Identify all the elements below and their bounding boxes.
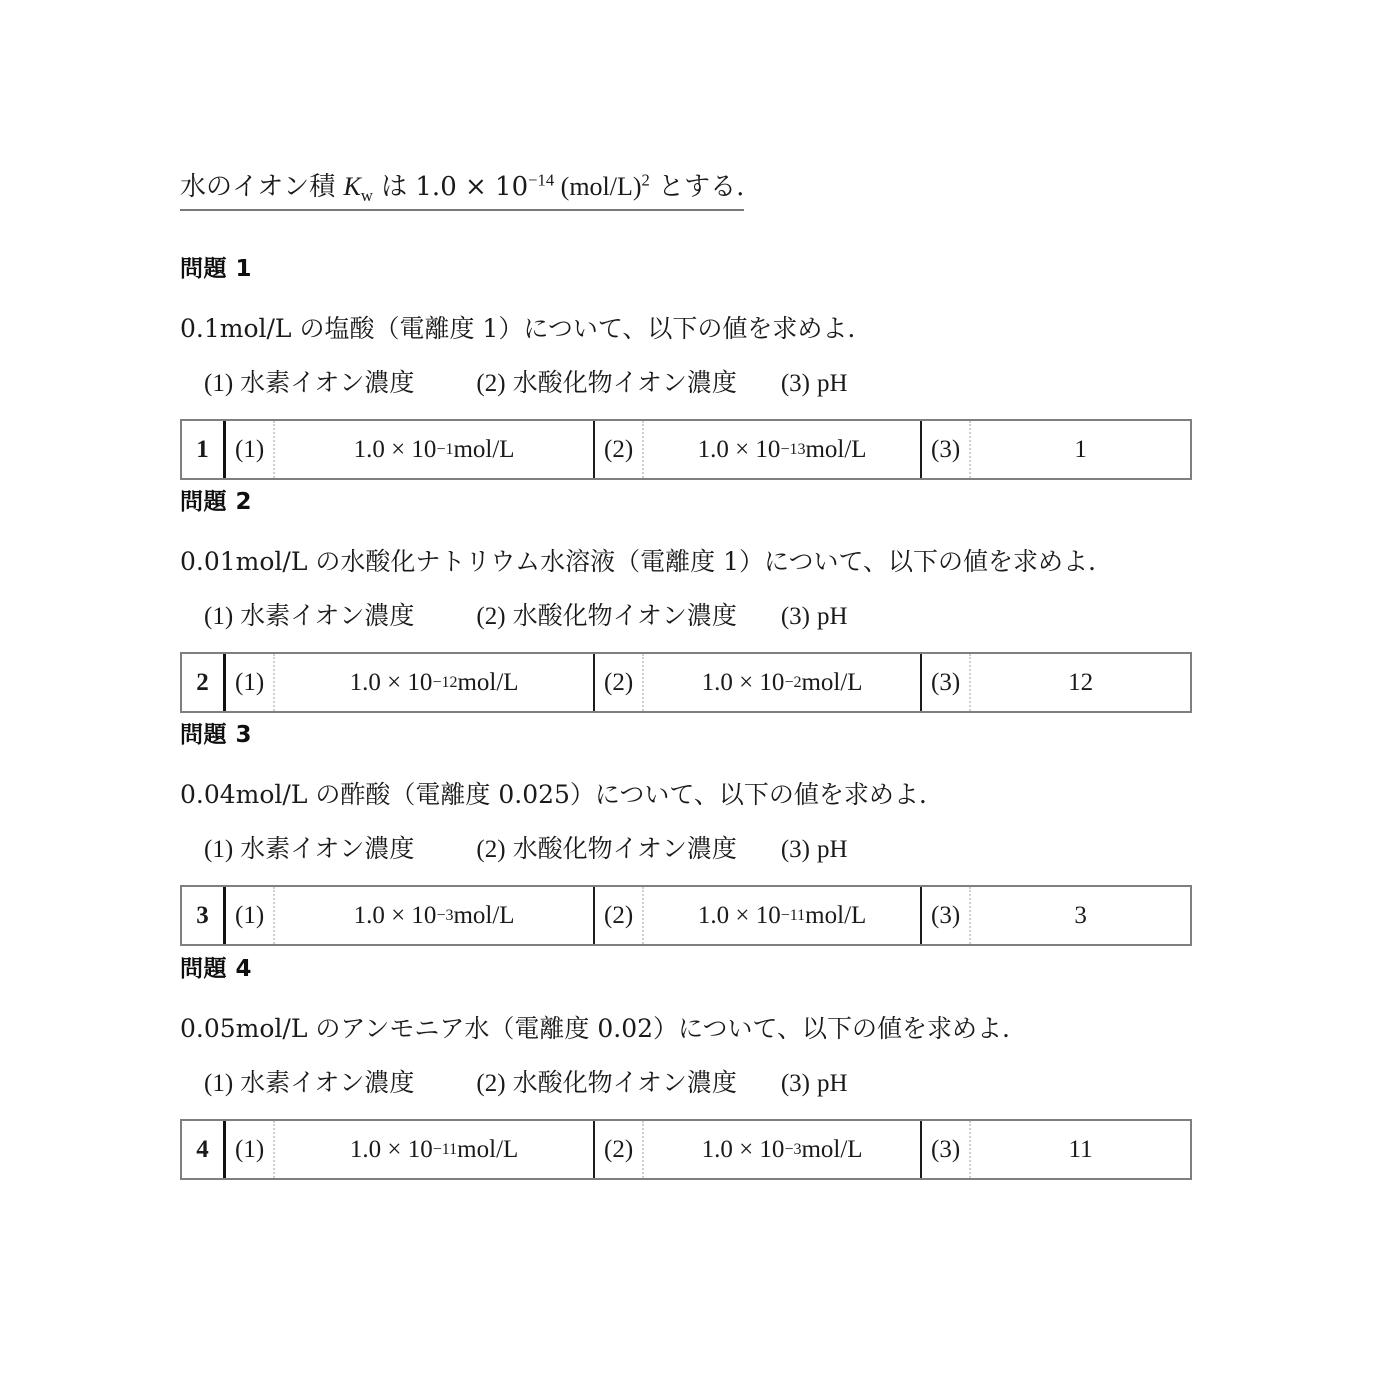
problem-subquestions — [180, 829, 1192, 865]
subquestion-label-1: (1) — [204, 1070, 234, 1097]
answer-label-2: (2) — [595, 654, 644, 711]
subquestion-text-1: 水素イオン濃度 — [240, 1068, 415, 1097]
answer-value-2[interactable]: 1.0 × 10 −11 mol/L — [697, 901, 867, 929]
problem-heading: 問題 2 — [180, 489, 253, 515]
note-middle: は 1.0 × 10 — [372, 172, 529, 202]
note-suffix: とする. — [649, 172, 745, 202]
subquestion-label-3: (3) — [780, 370, 810, 397]
answer-table — [180, 652, 1192, 713]
answer-1-mantissa: 1.0 × 10 — [349, 668, 433, 696]
subquestion-label-2: (2) — [476, 603, 506, 630]
problem-heading: 問題 4 — [180, 956, 253, 982]
answer-label-3: (3) — [922, 654, 971, 711]
problem-block-3 — [180, 716, 1192, 946]
answer-2-mantissa: 1.0 × 10 — [701, 1135, 785, 1163]
answer-group-1 — [226, 654, 593, 711]
answer-2-unit: mol/L — [801, 668, 863, 696]
answer-label-1: (1) — [226, 421, 275, 478]
answer-row-index: 1 — [182, 421, 226, 478]
subquestion-label-3: (3) — [780, 1070, 810, 1097]
answer-1-unit: mol/L — [453, 901, 515, 929]
answer-value-3[interactable]: 1 — [1074, 435, 1087, 463]
note-prefix: 水のイオン積 — [180, 172, 344, 202]
answer-value-3[interactable]: 3 — [1074, 901, 1087, 929]
answer-label-3: (3) — [922, 421, 971, 478]
subquestion-label-1: (1) — [204, 370, 234, 397]
subquestion-label-2: (2) — [476, 370, 506, 397]
answer-2-unit: mol/L — [805, 435, 867, 463]
answer-group-2 — [593, 654, 920, 711]
problem-statement: 0.04mol/L の酢酸（電離度 0.025）について、以下の値を求めよ. — [180, 780, 927, 809]
subquestion-text-1: 水素イオン濃度 — [240, 368, 415, 397]
answer-label-3: (3) — [922, 887, 971, 944]
answer-group-1 — [226, 1121, 593, 1178]
answer-group-3 — [920, 421, 1190, 478]
answer-1-unit: mol/L — [453, 435, 515, 463]
kw-subscript: w — [360, 186, 373, 206]
subquestion-label-1: (1) — [204, 836, 234, 863]
answer-1-unit: mol/L — [457, 668, 519, 696]
answer-group-3 — [920, 1121, 1190, 1178]
answer-1-mantissa: 1.0 × 10 — [353, 901, 437, 929]
problem-subquestions — [180, 363, 1192, 399]
answer-row-index: 2 — [182, 654, 226, 711]
problem-block-2 — [180, 483, 1192, 713]
answer-value-1[interactable]: 1.0 × 10 −12 mol/L — [349, 668, 519, 696]
note-exponent: −14 — [528, 170, 555, 190]
subquestion-text-3: pH — [817, 370, 848, 397]
answer-table — [180, 1119, 1192, 1180]
note-unit-exponent: 2 — [641, 170, 650, 190]
problem-subquestions — [180, 596, 1192, 632]
answer-group-1 — [226, 887, 593, 944]
answer-row-index: 4 — [182, 1121, 226, 1178]
kw-symbol: K — [343, 172, 361, 201]
answer-2-mantissa: 1.0 × 10 — [701, 668, 785, 696]
answer-label-1: (1) — [226, 654, 275, 711]
subquestion-text-3: pH — [817, 1070, 848, 1097]
subquestion-label-2: (2) — [476, 1070, 506, 1097]
answer-2-unit: mol/L — [805, 901, 867, 929]
answer-group-1 — [226, 421, 593, 478]
problem-statement: 0.1mol/L の塩酸（電離度 1）について、以下の値を求めよ. — [180, 314, 856, 343]
answer-value-3[interactable]: 11 — [1068, 1135, 1093, 1163]
problem-heading: 問題 1 — [180, 256, 253, 282]
subquestion-text-1: 水素イオン濃度 — [240, 601, 415, 630]
answer-value-2[interactable]: 1.0 × 10 −3 mol/L — [701, 1135, 863, 1163]
answer-group-3 — [920, 654, 1190, 711]
answer-group-2 — [593, 887, 920, 944]
answer-label-1: (1) — [226, 1121, 275, 1178]
answer-row-index: 3 — [182, 887, 226, 944]
problem-block-1 — [180, 250, 1192, 480]
note-unit: (mol/L) — [554, 172, 642, 201]
subquestion-text-2: 水酸化物イオン濃度 — [512, 1068, 737, 1097]
subquestion-label-2: (2) — [476, 836, 506, 863]
problem-statement: 0.01mol/L の水酸化ナトリウム水溶液（電離度 1）について、以下の値を求めよ. — [180, 547, 1096, 576]
answer-group-2 — [593, 1121, 920, 1178]
subquestion-text-1: 水素イオン濃度 — [240, 834, 415, 863]
problem-block-4 — [180, 950, 1192, 1180]
answer-table — [180, 419, 1192, 480]
answer-value-2[interactable]: 1.0 × 10 −13 mol/L — [697, 435, 867, 463]
problem-statement: 0.05mol/L のアンモニア水（電離度 0.02）について、以下の値を求めよ. — [180, 1014, 1010, 1043]
answer-table — [180, 885, 1192, 946]
answer-2-mantissa: 1.0 × 10 — [697, 901, 781, 929]
answer-2-mantissa: 1.0 × 10 — [697, 435, 781, 463]
problem-heading: 問題 3 — [180, 722, 253, 748]
answer-value-1[interactable]: 1.0 × 10 −3 mol/L — [353, 901, 515, 929]
answer-group-3 — [920, 887, 1190, 944]
answer-label-1: (1) — [226, 887, 275, 944]
subquestion-text-3: pH — [817, 603, 848, 630]
problem-subquestions — [180, 1063, 1192, 1099]
answer-value-1[interactable]: 1.0 × 10 −11 mol/L — [349, 1135, 519, 1163]
answer-group-2 — [593, 421, 920, 478]
subquestion-text-3: pH — [817, 836, 848, 863]
answer-1-unit: mol/L — [457, 1135, 519, 1163]
subquestion-text-2: 水酸化物イオン濃度 — [512, 601, 737, 630]
ion-product-note — [180, 168, 744, 211]
answer-1-mantissa: 1.0 × 10 — [349, 1135, 433, 1163]
subquestion-text-2: 水酸化物イオン濃度 — [512, 834, 737, 863]
answer-value-2[interactable]: 1.0 × 10 −2 mol/L — [701, 668, 863, 696]
answer-2-unit: mol/L — [801, 1135, 863, 1163]
answer-label-3: (3) — [922, 1121, 971, 1178]
answer-value-3[interactable]: 12 — [1068, 668, 1094, 696]
subquestion-text-2: 水酸化物イオン濃度 — [512, 368, 737, 397]
subquestion-label-1: (1) — [204, 603, 234, 630]
answer-label-2: (2) — [595, 1121, 644, 1178]
subquestion-label-3: (3) — [780, 836, 810, 863]
answer-value-1[interactable]: 1.0 × 10 −1 mol/L — [353, 435, 515, 463]
subquestion-label-3: (3) — [780, 603, 810, 630]
answer-label-2: (2) — [595, 421, 644, 478]
answer-1-mantissa: 1.0 × 10 — [353, 435, 437, 463]
answer-label-2: (2) — [595, 887, 644, 944]
